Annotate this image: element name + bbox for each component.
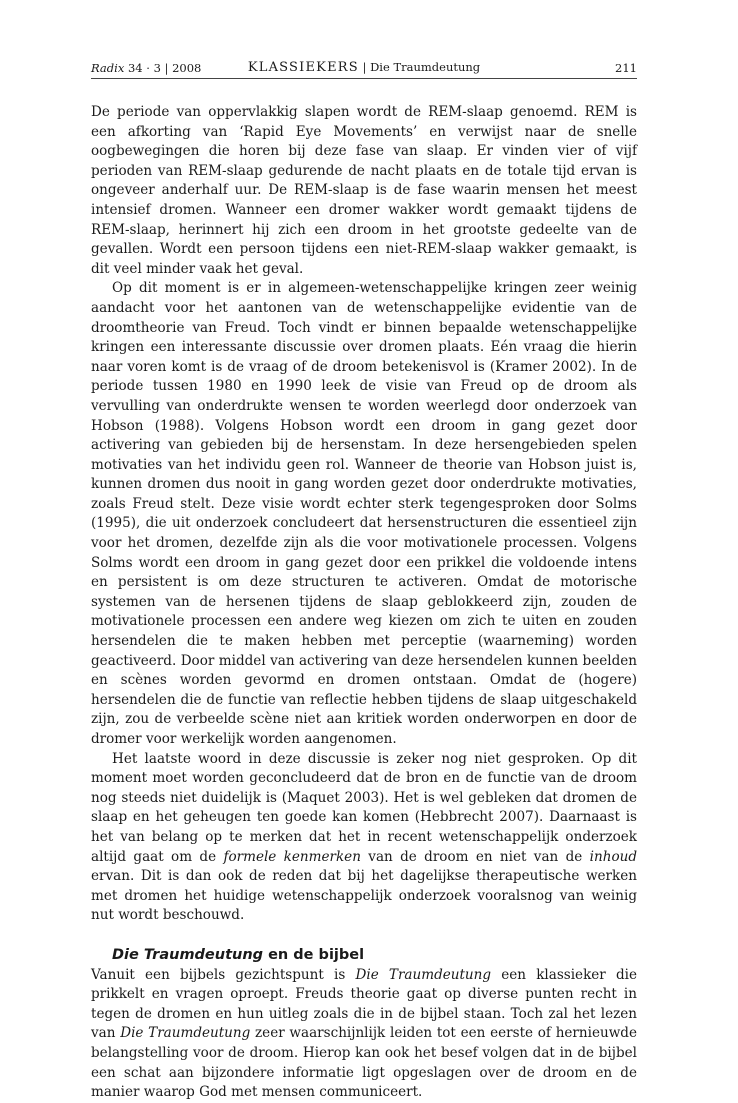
paragraph-rem-sleep: De periode van oppervlakkig slapen wordt de REM-slaap genoemd. REM is een afkorting van ‘Rapid Eye Movements’ en verwijst naar de snelle oogbewegingen die horen bij deze fase van slaap. Er vinden vier of vijf perioden van REM-slaap gedurende de nacht plaats en de totale tijd ervan is ongeveer anderhalf uur. De REM-slaap is de fase waarin mensen het meest intensief dromen. Wanneer een dromer wakker wordt gemaakt tijdens de REM-slaap, herinnert hij zich een droom in het grootste gedeelte van de gevallen. Wordt een persoon tijdens een niet-REM-slaap wakker gemaakt, is dit veel minder vaak het geval. xyxy=(91,104,637,277)
page xyxy=(91,56,637,1103)
emphasis-content: inhoud xyxy=(589,848,638,865)
text-run: een klassieker die prikkelt en vragen oproept. Freuds theorie gaat op diverse punten recht in tegen de dromen en hun uitleg zoals die in de bijbel staan. Toch zal het lezen van xyxy=(91,966,637,1042)
header-subtitle: Die Traumdeutung xyxy=(370,60,481,74)
heading-emphasis: Die Traumdeutung xyxy=(112,946,264,963)
emphasis-formal-features: formele kenmerken xyxy=(223,848,361,865)
section-header xyxy=(91,60,637,75)
journal-issue: 34 · 3 | 2008 xyxy=(127,61,202,75)
text-run: van de droom en niet van de xyxy=(360,848,590,865)
header-separator: | xyxy=(358,60,371,74)
section-heading xyxy=(91,946,637,966)
section-name: KLASSIEKERS xyxy=(247,60,359,75)
emphasis-book-title: Die Traumdeutung xyxy=(120,1025,251,1042)
page-number: 211 xyxy=(615,61,637,75)
heading-rest: en de bijbel xyxy=(263,946,365,963)
paragraph-conclusion xyxy=(91,750,637,926)
paragraph-bible-perspective xyxy=(91,966,637,1103)
running-header xyxy=(91,56,637,79)
paragraph-scientific-discussion: Op dit moment is er in algemeen-wetenschappelijke kringen zeer weinig aandacht voor het aantonen van de wetenschappelijke evidentie van de droomtheorie van Freud. Toch vindt er binnen bepaalde wetenschappelijke kringen een interessante discussie over dromen plaats. Eén vraag die hierin naar voren komt is de vraag of de droom betekenisvol is (Kramer 2002). In de periode tussen 1980 en 1990 leek de visie van Freud op de droom als vervulling van onderdrukte wensen te worden weerlegd door onderzoek van Hobson (1988). Volgens Hobson wordt een droom in gang gezet door activering van gebieden bij de hersenstam. In deze hersengebieden spelen motivaties van het individu geen rol. Wanneer de theorie van Hobson juist is, kunnen dromen dus nooit in gang worden gezet door onderdrukte motivaties, zoals Freud stelt. Deze visie wordt echter sterk tegengesproken door Solms (1995), die uit onderzoek concludeert dat hersenstructuren die essentieel zijn voor het dromen, dezelfde zijn als die voor motivationele processen. Volgens Solms wordt een droom in gang gezet door een prikkel die voldoende intens en persistent is om deze structuren te activeren. Omdat de motorische systemen van de hersenen tijdens de slaap geblokkeerd zijn, zouden de motivationele processen een andere weg kiezen om zich te uiten en zouden hersendelen die te maken hebben met perceptie (waarneming) worden geactiveerd. Door middel van activering van deze hersendelen kunnen beelden en scènes worden gevormd en dromen ontstaan. Omdat de (hogere) hersendelen die de functie van reflectie hebben tijdens de slaap uitgeschakeld zijn, zou de verbeelde scène niet aan kritiek worden onderworpen en door de dromer voor werkelijk worden aangenomen. xyxy=(91,280,637,747)
text-run: Vanuit een bijbels gezichtspunt is xyxy=(91,966,356,983)
text-run: zeer waarschijnlijk leiden tot een eerste of hernieuwde belangstelling voor de droom. Hierop kan ook het besef volgen dat in de bijbel een schat aan bijzondere informatie ligt opgeslagen over de droom en de manier waarop God met mensen communiceert. xyxy=(91,1025,637,1101)
emphasis-book-title: Die Traumdeutung xyxy=(355,966,492,983)
journal-name: Radix xyxy=(91,61,125,75)
text-run: ervan. Dit is dan ook de reden dat bij het dagelijkse therapeutische werken met dromen het huidige wetenschappelijk onderzoek vooralsnog van weinig nut wordt beschouwd. xyxy=(91,868,637,924)
article-body xyxy=(91,103,637,1103)
text-run: Het laatste woord in deze discussie is zeker nog niet gesproken. Op dit moment moet worden geconcludeerd dat de bron en de functie van de droom nog steeds niet duidelijk is (Maquet 2003). Het is wel gebleken dat dromen de slaap en het geheugen ten goede kan komen (Hebbrecht 2007). Daarnaast is het van belang op te merken dat het in recent wetenschappelijk onderzoek altijd gaat om de xyxy=(91,750,637,865)
